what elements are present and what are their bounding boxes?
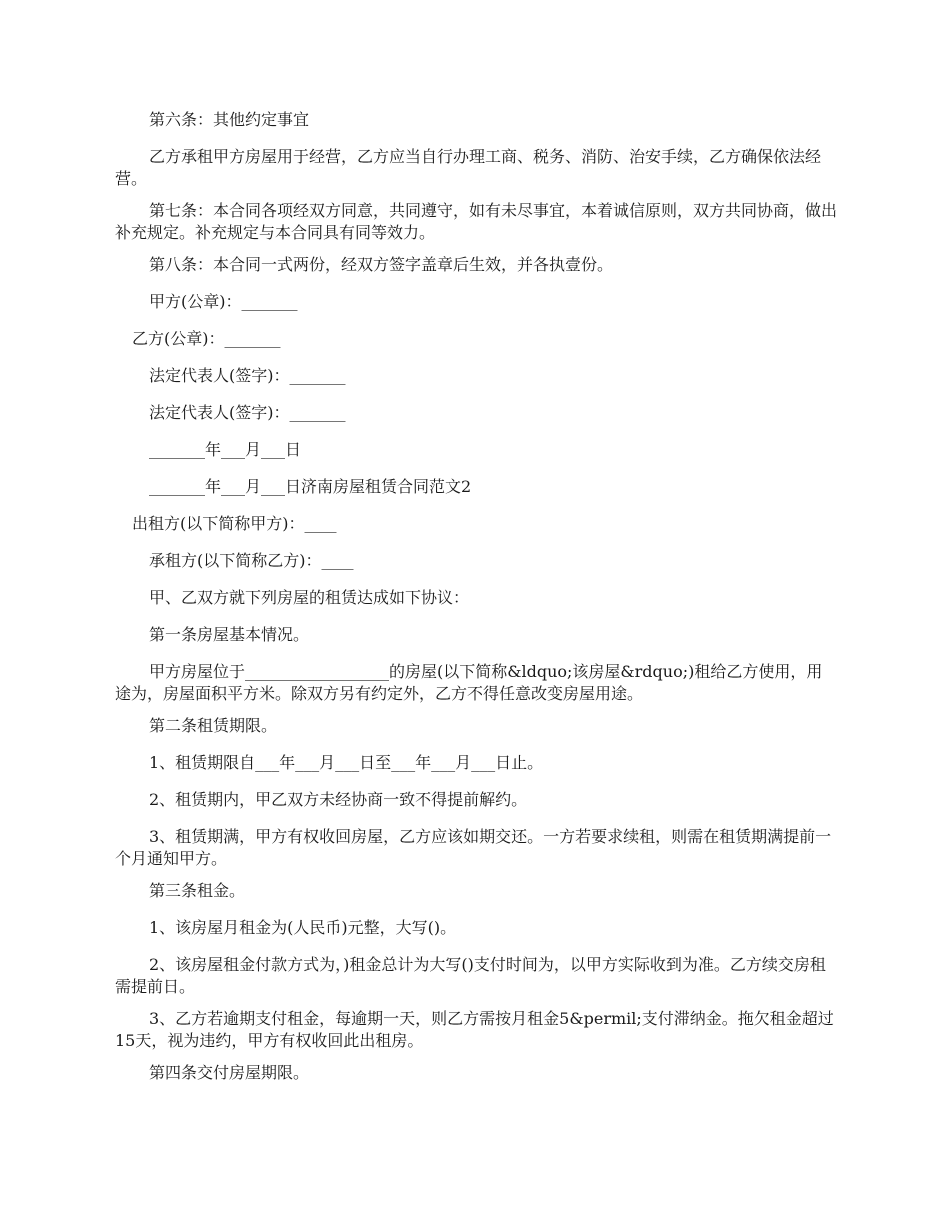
party-a-seal-line: 甲方(公章)：_______ (149, 292, 298, 311)
article-2-heading: 第二条租赁期限。 (149, 716, 278, 735)
legal-representative-signature-line: 法定代表人(签字)：_______ (149, 403, 346, 422)
article-4-heading: 第四条交付房屋期限。 (149, 1063, 310, 1082)
agreement-intro: 甲、乙双方就下列房屋的租赁达成如下协议： (149, 588, 470, 607)
article-6-text: 乙方承租甲方房屋用于经营，乙方应当自行办理工商、税务、消防、治安手续，乙方确保依法经营。 (115, 147, 822, 188)
article-3-item-2: 2、该房屋租金付款方式为，)租金总计为大写()支付时间为，以甲方实际收到为准。乙方续交房租需提前日。 (115, 955, 826, 996)
lessor-line: 出租方(以下简称甲方)：____ (132, 514, 337, 533)
article-1-heading: 第一条房屋基本情况。 (149, 625, 310, 644)
article-6-heading: 第六条：其他约定事宜 (149, 110, 310, 129)
article-3-heading: 第三条租金。 (149, 881, 246, 900)
legal-representative-signature-line: 法定代表人(签字)：_______ (149, 366, 346, 385)
article-2-item-2: 2、租赁期内，甲乙双方未经协商一致不得提前解约。 (149, 790, 528, 809)
date-line-with-sample-title: _______年___月___日济南房屋租赁合同范文2 (149, 477, 472, 496)
article-2-item-3: 3、租赁期满，甲方有权收回房屋，乙方应该如期交还。一方若要求续租，则需在租赁期满提前一个月通知甲方。 (115, 827, 832, 868)
document-body (115, 109, 837, 1099)
article-8-text: 第八条：本合同一式两份，经双方签字盖章后生效，并各执壹份。 (149, 255, 614, 274)
article-7-text: 第七条：本合同各项经双方同意，共同遵守，如有未尽事宜，本着诚信原则，双方共同协商，做出补充规定。补充规定与本合同具有同等效力。 (115, 201, 838, 242)
date-line: _______年___月___日 (149, 440, 302, 459)
article-3-item-1: 1、该房屋月租金为(人民币)元整，大写()。 (149, 918, 457, 937)
article-3-item-3: 3、乙方若逾期支付租金，每逾期一天，则乙方需按月租金5&permil;支付滞纳金。拖欠租金超过15天，视为违约，甲方有权收回此出租房。 (115, 1009, 834, 1050)
lessee-line: 承租方(以下简称乙方)：____ (149, 551, 354, 570)
article-2-item-1: 1、租赁期限自___年___月___日至___年___月___日止。 (149, 753, 544, 772)
party-b-seal-line: 乙方(公章)：_______ (132, 329, 281, 348)
article-1-text: 甲方房屋位于__________________的房屋(以下简称&ldquo;该房屋&rdquo;)租给乙方使用，用途为，房屋面积平方米。除双方另有约定外，乙方不得任意改变房屋用途。 (115, 662, 823, 703)
